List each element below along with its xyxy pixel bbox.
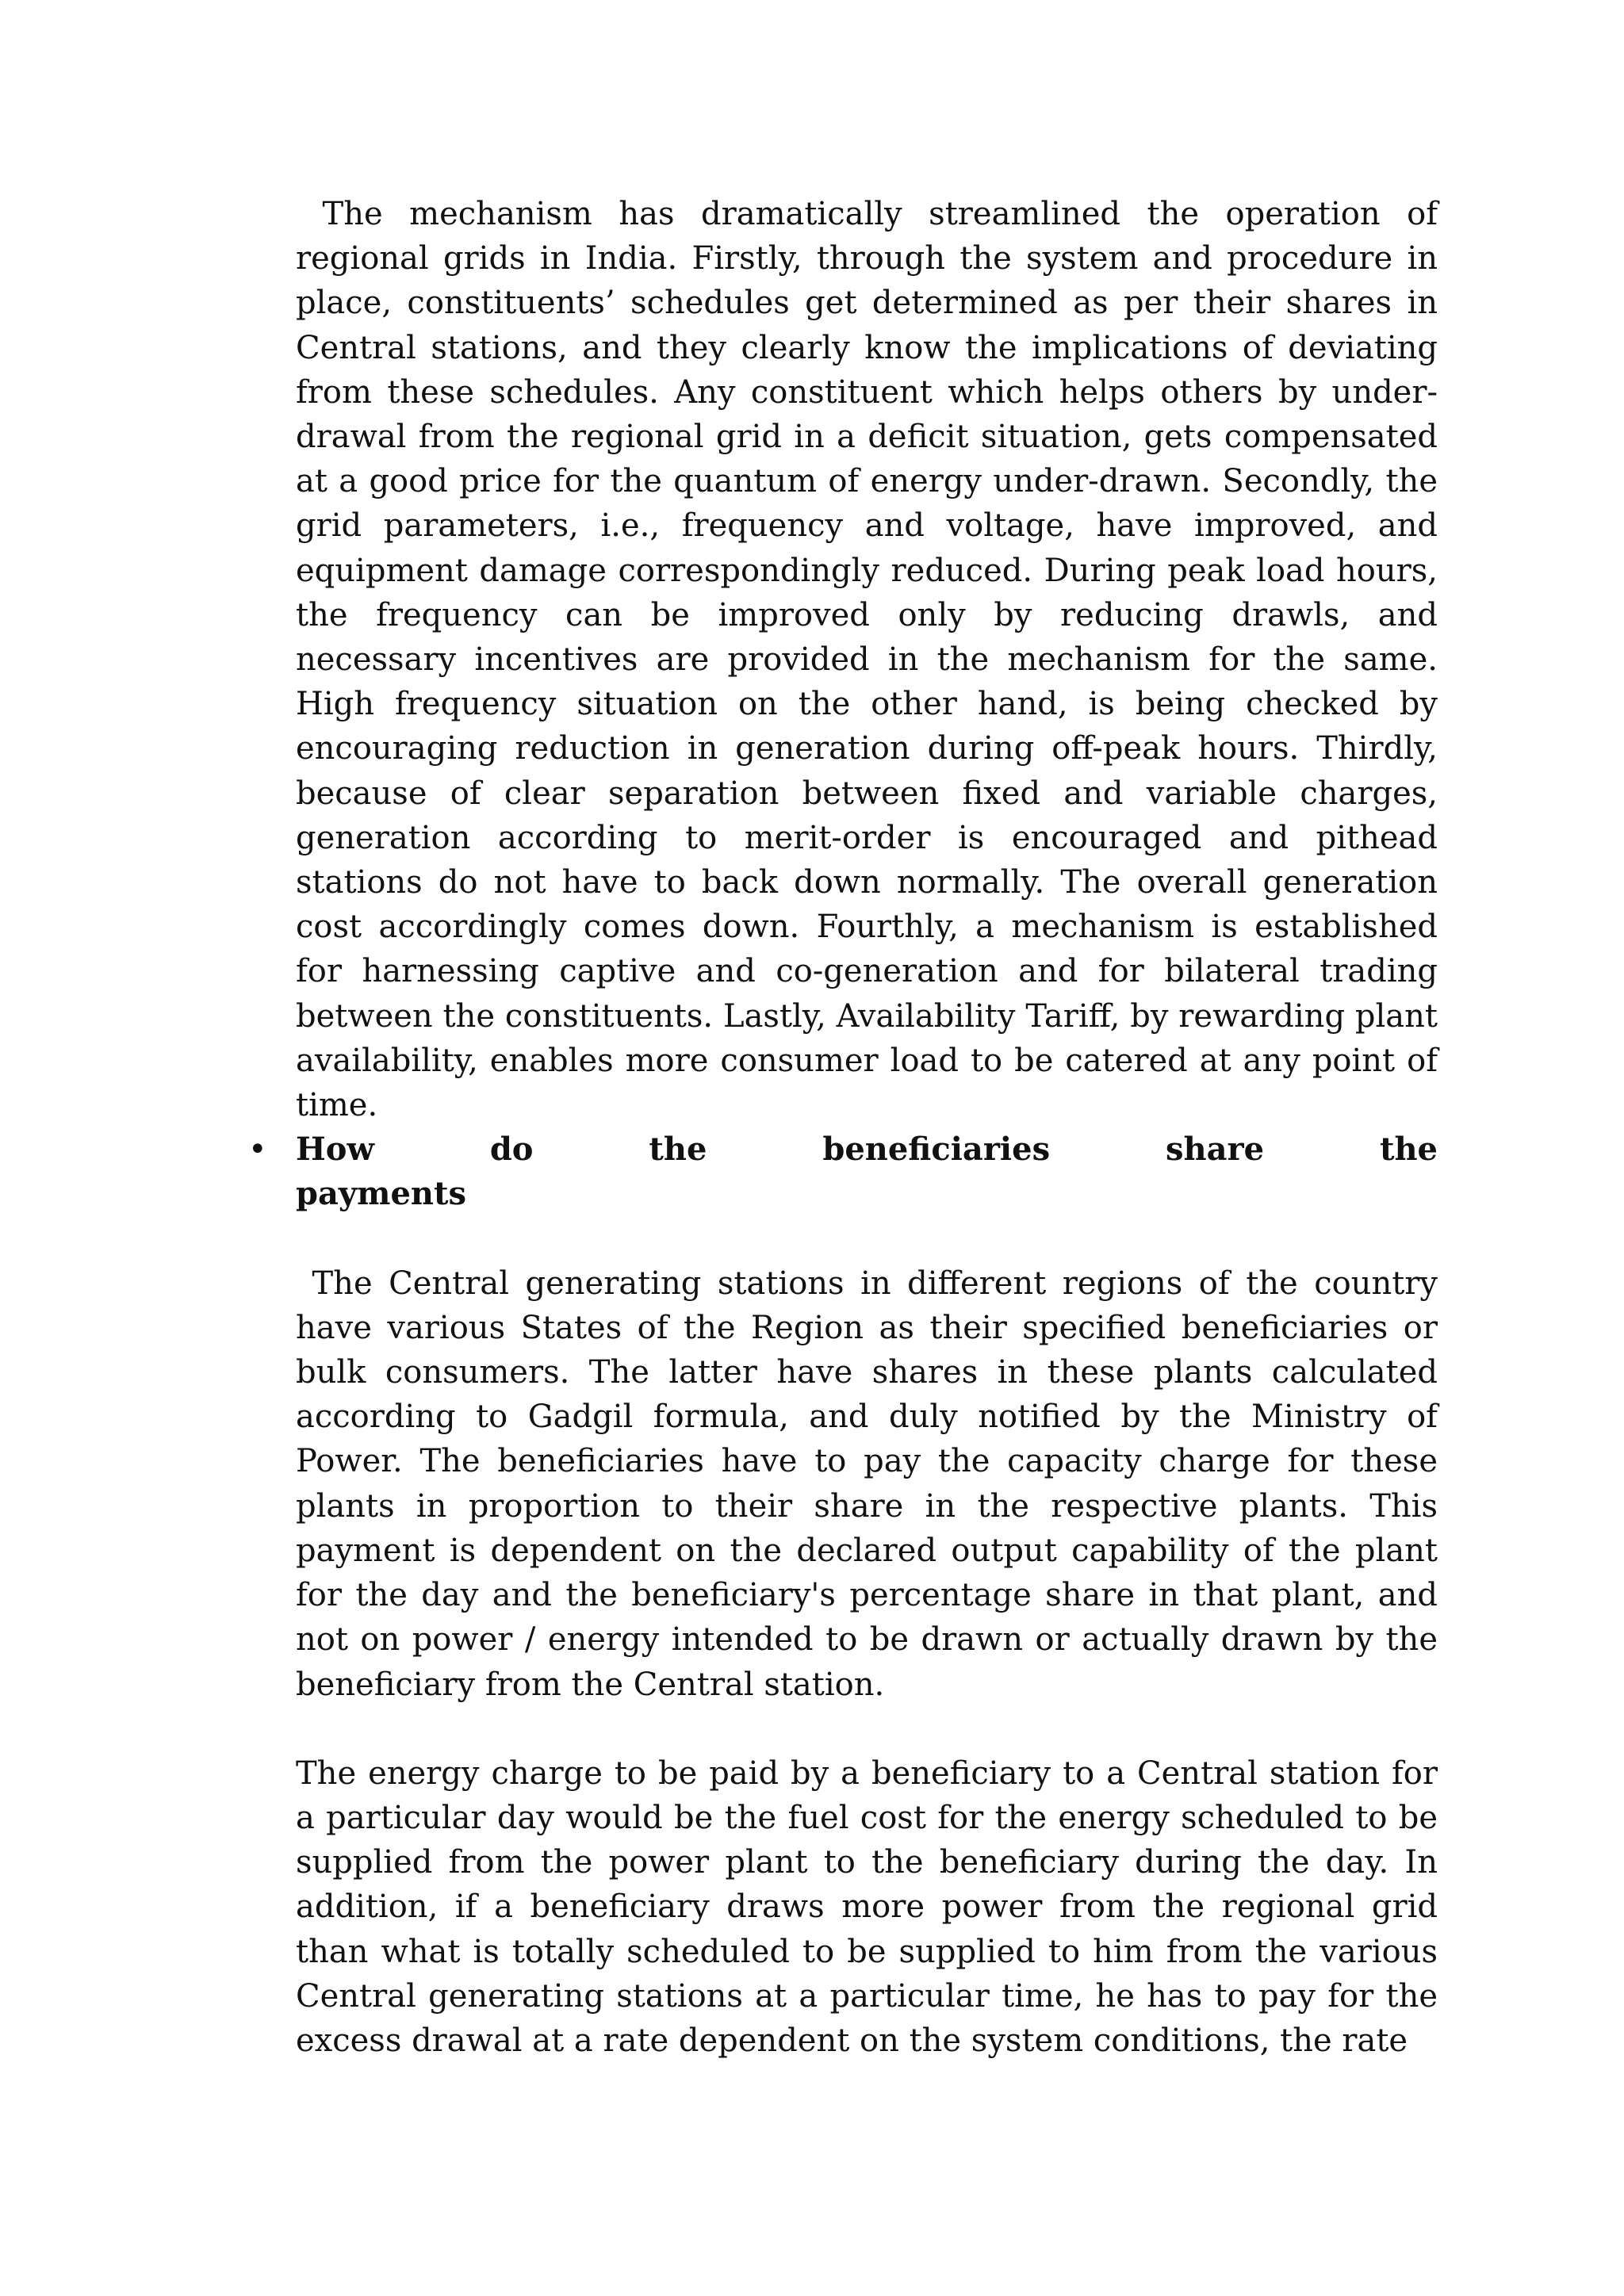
paragraph-mechanism [296, 192, 1438, 1127]
bullet-heading [248, 1127, 1438, 1216]
heading-word: do [489, 1131, 534, 1169]
paragraph-mechanism-text: The mechanism has dramatically streamlined the operation of regional grids in India. Firstly, through the system and procedure in place, constituents’ schedules get determined as per their shares in Central stations, and they clearly know the implications of deviating from these schedules. Any constituent which helps others by under-drawal from the regional grid in a deficit situation, gets compensated at a good price for the quantum of energy under-drawn. Secondly, the grid parameters, i.e., frequency and voltage, have improved, and equipment damage correspondingly reduced. During peak load hours, the frequency can be improved only by reducing drawls, and necessary incentives are provided in the mechanism for the same. High frequency situation on the other hand, is being checked by encouraging reduction in generation during off-peak hours. Thirdly, because of clear separation between fixed and variable charges, generation according to merit-order is encouraged and pithead stations do not have to back down normally. The overall generation cost accordingly comes down. Fourthly, a mechanism is established for harnessing captive and co-generation and for bilateral trading between the constituents. Lastly, Availability Tariff, by rewarding plant availability, enables more consumer load to be catered at any point of time. [296, 196, 1438, 1124]
paragraph-beneficiaries [296, 1261, 1438, 1707]
paragraph-energy-charge: The energy charge to be paid by a beneficiary to a Central station for a particular day would be the fuel cost for the energy scheduled to be supplied from the power plant to the beneficiary during the day. In addition, if a beneficiary draws more power from the regional grid than what is totally scheduled to be supplied to him from the various Central generating stations at a particular time, he has to pay for the excess drawal at a rate dependent on the system conditions, the rate [296, 1755, 1438, 2059]
heading-word: How [296, 1131, 374, 1169]
heading-line-1 [296, 1127, 1438, 1172]
heading-word: the [649, 1131, 707, 1169]
document-page [248, 192, 1438, 2063]
heading-word: share [1166, 1131, 1265, 1169]
spacer [296, 1217, 1438, 1261]
spacer [296, 1707, 1438, 1751]
bullet-icon: • [248, 1131, 267, 1169]
paragraph-beneficiaries-text: The Central generating stations in different regions of the country have various States of the Region as their specified beneficiaries or bulk consumers. The latter have shares in these plants calculated according to Gadgil formula, and duly notified by the Ministry of Power. The beneficiaries have to pay the capacity charge for these plants in proportion to their share in the respective plants. This payment is dependent on the declared output capability of the plant for the day and the beneficiary's percentage share in that plant, and not on power / energy intended to be drawn or actually drawn by the beneficiary from the Central station. [296, 1265, 1438, 1703]
heading-word: beneficiaries [822, 1131, 1051, 1169]
heading-word: the [1379, 1131, 1438, 1169]
heading-line-2: payments [296, 1175, 466, 1213]
